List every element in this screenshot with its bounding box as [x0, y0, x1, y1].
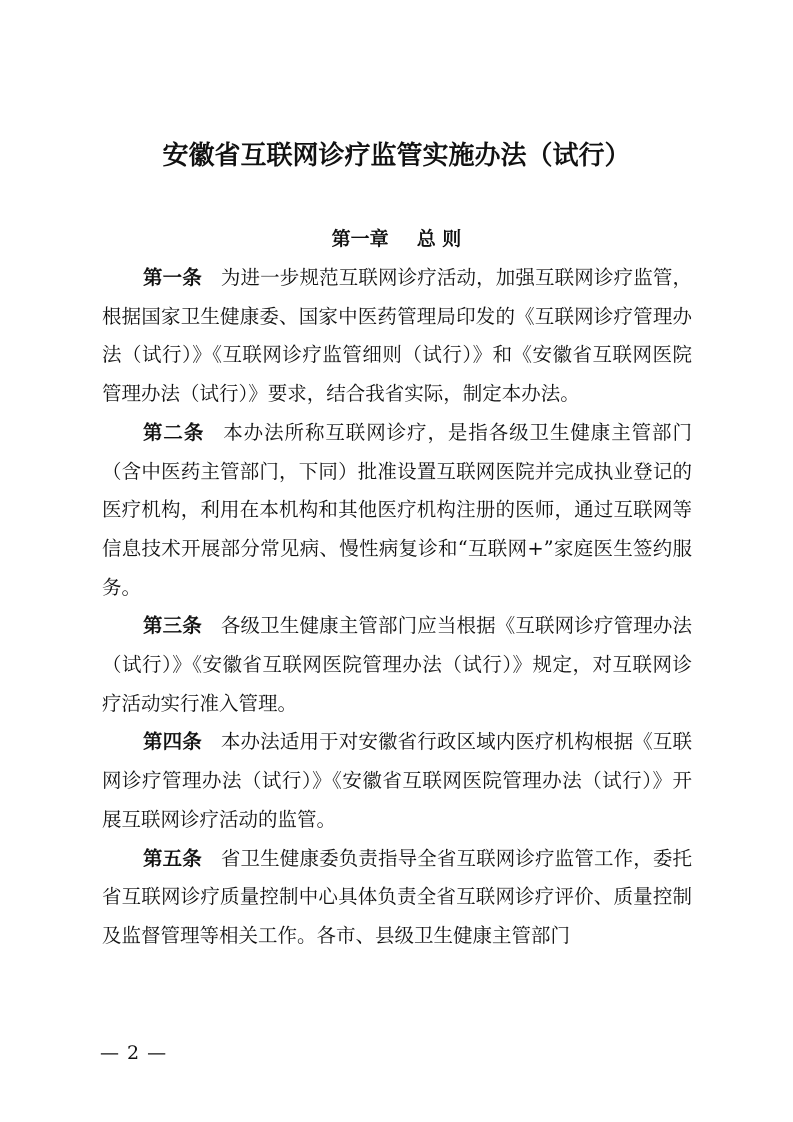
article-text: 本办法适用于对安徽省行政区域内医疗机构根据《互联网诊疗管理办法（试行）》《安徽省互联网医院管理办法（试行）》开展互联网诊疗活动的监管。 [102, 730, 692, 831]
article-text: 省卫生健康委负责指导全省互联网诊疗监管工作，委托省互联网诊疗质量控制中心具体负责全省互联网诊疗评价、质量控制及监督管理等相关工作。各市、县级卫生健康主管部门 [102, 846, 692, 947]
article-text: 为进一步规范互联网诊疗活动，加强互联网诊疗监管，根据国家卫生健康委、国家中医药管理局印发的《互联网诊疗管理办法（试行）》《互联网诊疗监管细则（试行）》和《安徽省互联网医院管理办法（试行）》要求，结合我省实际，制定本办法。 [102, 266, 692, 406]
document-title: 安徽省互联网诊疗监管实施办法（试行） [162, 141, 631, 171]
article-label: 第三条 [143, 614, 202, 638]
article-text: 各级卫生健康主管部门应当根据《互联网诊疗管理办法（试行）》《安徽省互联网医院管理办法（试行）》规定，对互联网诊疗活动实行准入管理。 [102, 614, 692, 715]
article-label: 第一条 [143, 266, 202, 289]
article-2 [102, 414, 692, 608]
chapter-heading [0, 224, 793, 254]
article-label: 第四条 [143, 730, 202, 754]
article-text: 本办法所称互联网诊疗，是指各级卫生健康主管部门（含中医药主管部门，下同）批准设置互联网医院并完成执业登记的医疗机构，利用在本机构和其他医疗机构注册的医师，通过互联网等信息技术开展部分常见病、慢性病复诊和“互联网+”家庭医生签约服务。 [102, 420, 692, 599]
article-1 [102, 259, 692, 414]
article-4 [102, 723, 692, 839]
page-number: — 2 — [100, 1042, 168, 1064]
article-label: 第五条 [143, 846, 202, 870]
article-3 [102, 607, 692, 723]
article-5 [102, 840, 692, 956]
chapter-name: 总 则 [416, 228, 462, 250]
chapter-prefix: 第一章 [331, 228, 389, 250]
article-label: 第二条 [143, 420, 205, 444]
document-body [102, 259, 692, 956]
